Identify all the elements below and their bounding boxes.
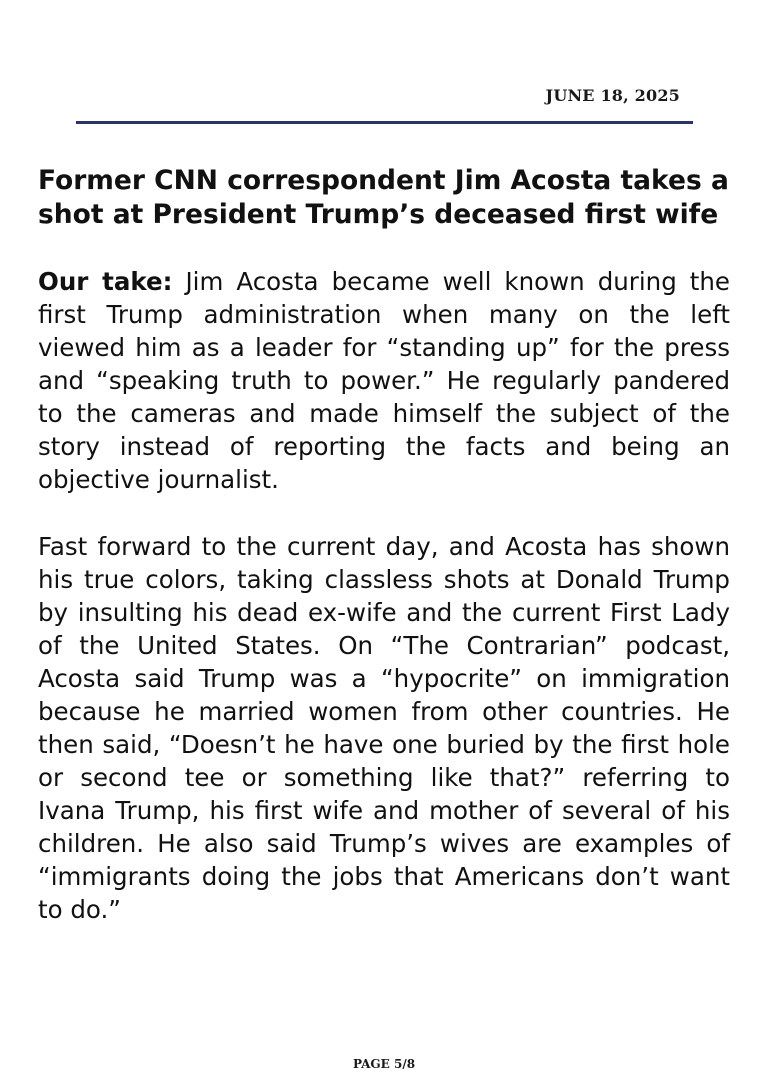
header-divider bbox=[76, 121, 693, 124]
paragraph-1-text: Jim Acosta became well known during the first Trump administration when many on the left viewed him as a leader for “standing up” for the press and “speaking truth to power.” He regularly pandered to the cameras and made himself the subject of the story instead of reporting the facts and being an objective journalist. bbox=[38, 267, 730, 494]
article-headline: Former CNN correspondent Jim Acosta takes a shot at President Trump’s deceased first wife bbox=[38, 165, 729, 230]
issue-date: JUNE 18, 2025 bbox=[545, 86, 680, 105]
our-take-label: Our take: bbox=[38, 267, 173, 296]
article-paragraph-1 bbox=[38, 265, 730, 496]
article-paragraph-2: Fast forward to the current day, and Acosta has shown his true colors, taking classless shots at Donald Trump by insulting his dead ex-wife and the current First Lady of the United States. On “The Contrarian” podcast, Acosta said Trump was a “hypocrite” on immigration because he married women from other countries. He then said, “Doesn’t he have one buried by the first hole or second tee or something like that?” referring to Ivana Trump, his first wife and mother of several of his children. He also said Trump’s wives are examples of “immigrants doing the jobs that Americans don’t want to do.” bbox=[38, 532, 730, 924]
page-number: PAGE 5/8 bbox=[352, 1057, 416, 1071]
